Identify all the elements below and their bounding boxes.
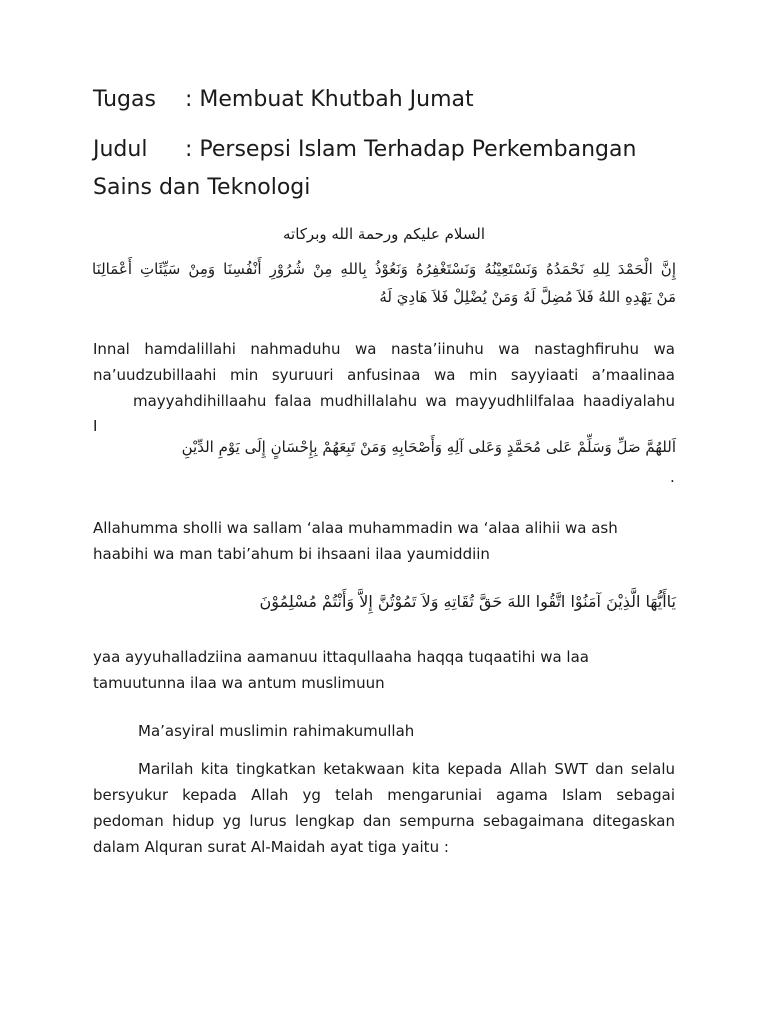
transliteration-muqaddimah-line-3: mayyahdihillaahu falaa mudhillalahu wa mayyudhlilfalaa haadiyalahu: [133, 392, 675, 410]
arabic-ayat: يَاأَيُّهَا الَّذِيْنَ آمَنُوْا اتَّقُوا اللهَ حَقَّ تُقَاتِهِ وَلاَ تَمُوْتُنَّ إِلاَّ وَأَنْتُمْ مُسْلِمُوْنَ: [259, 592, 676, 611]
transliteration-ayat-line-2: tamuutunna ilaa wa antum muslimuun: [93, 674, 385, 692]
salutation-line: Ma’asyiral muslimin rahimakumullah: [138, 722, 415, 740]
arabic-salam: السلام عليكم ورحمة الله وبركاته: [283, 225, 485, 243]
tugas-label: Tugas: [93, 87, 156, 112]
transliteration-muqaddimah-line-1: Innal hamdalillahi nahmaduhu wa nasta’iinuhu wa nastaghfiruhu wa: [93, 340, 675, 358]
judul-heading: [93, 136, 636, 164]
judul-value: : Persepsi Islam Terhadap Perkembangan: [185, 137, 637, 162]
transliteration-muqaddimah-line-2: na’uudzubillaahi min syuruuri anfusinaa wa min sayyiaati a’maalinaa: [93, 366, 675, 384]
transliteration-muqaddimah-line-4: I: [93, 417, 98, 435]
body-paragraph-line-1: Marilah kita tingkatkan ketakwaan kita kepada Allah SWT dan selalu: [138, 760, 675, 778]
tugas-heading: [93, 86, 474, 114]
arabic-shalawat: اَللهُمَّ صَلِّ وَسَلِّمْ عَلى مُحَمَّدٍ وَعَلى آلِهِ وَأَصْحَابِهِ وَمَنْ تَبِعَهُمْ بِإِحْسَانٍ إِلَى يَوْمِ الدِّيْنِ: [181, 438, 676, 456]
body-paragraph-line-3: pedoman hidup yg lurus lengkap dan sempurna sebagaimana ditegaskan: [93, 812, 675, 830]
transliteration-shalawat-line-1: Allahumma sholli wa sallam ‘alaa muhammadin wa ‘alaa alihii wa ash: [93, 519, 618, 537]
judul-label: Judul: [93, 137, 148, 162]
transliteration-shalawat-line-2: haabihi wa man tabi’ahum bi ihsaani ilaa yaumiddiin: [93, 545, 490, 563]
body-paragraph-line-2: bersyukur kepada Allah yg telah mengaruniai agama Islam sebagai: [93, 786, 675, 804]
arabic-muqaddimah-line-2: مَنْ يَهْدِهِ اللهُ فَلاَ مُضِلَّ لَهُ وَمَنْ يُضْلِلْ فَلاَ هَادِيَ لَهُ: [379, 288, 676, 306]
judul-value-continued: Sains dan Teknologi: [93, 175, 311, 200]
arabic-muqaddimah-line-1: إِنَّ الْحَمْدَ لِلهِ نَحْمَدُهُ وَنَسْتَعِيْنُهُ وَنَسْتَغْفِرُهُ وَنَعُوْذُ بِاللهِ مِنْ شُرُوْرِ أَنْفُسِنَا وَمِنْ سَيِّئَاتِ أَعْمَالِنَا: [92, 260, 676, 278]
tugas-value: : Membuat Khutbah Jumat: [185, 87, 474, 112]
body-paragraph-line-4: dalam Alquran surat Al-Maidah ayat tiga yaitu :: [93, 838, 449, 856]
transliteration-ayat-line-1: yaa ayyuhalladziina aamanuu ittaqullaaha haqqa tuqaatihi wa laa: [93, 648, 589, 666]
arabic-shalawat-dot: .: [670, 468, 675, 486]
